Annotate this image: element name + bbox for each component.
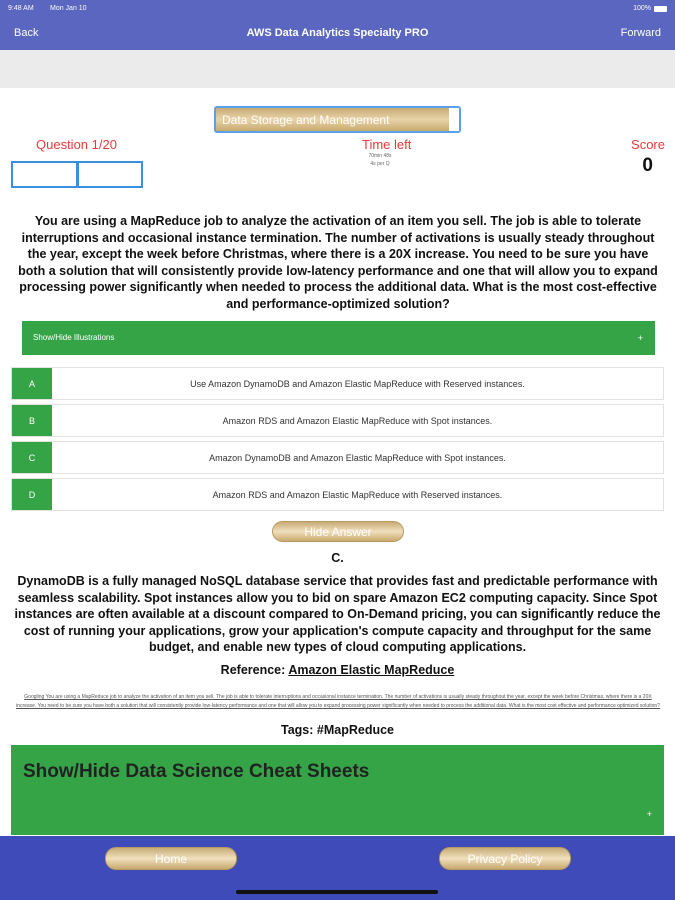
cheat-sheets-label: Show/Hide Data Science Cheat Sheets (23, 761, 370, 782)
option-letter: A (12, 368, 52, 399)
nav-bar (0, 0, 675, 50)
option-d[interactable] (11, 478, 664, 511)
hide-answer-button[interactable]: Hide Answer (272, 521, 404, 542)
progress-boxes (11, 161, 143, 188)
battery-icon (654, 6, 667, 12)
back-button[interactable]: Back (14, 27, 39, 39)
battery-text: 100% (633, 5, 651, 12)
explanation-text: DynamoDB is a fully managed NoSQL database service that provides fast and predictable performance with seamless scalability. Spot instances allow you to bid on spare Amazon EC2 computing capacity. Since Spot instances are often available at a discount compared to On-Demand pricing, you can significantly reduce the cost of running your applications, grow your application's compute capacity and throughput for the same budget, and enable new types of cloud computing applications. (14, 574, 661, 654)
category-select[interactable]: Data Storage and Management (214, 106, 461, 133)
option-text: Amazon DynamoDB and Amazon Elastic MapReduce with Spot instances. (209, 452, 506, 463)
option-c[interactable] (11, 441, 664, 474)
reference-link[interactable]: Amazon Elastic MapReduce (288, 663, 455, 677)
option-letter: B (12, 405, 52, 436)
option-text: Amazon RDS and Amazon Elastic MapReduce with Reserved instances. (212, 489, 503, 500)
time-per-question: 4s per Q (370, 161, 390, 167)
tags: Tags: #MapReduce (281, 723, 394, 737)
question-text: You are using a MapReduce job to analyze the activation of an item you sell. The job is able to tolerate interruptions and occasional instance termination. The number of activations is usually steady throughout the year, except the week before Christmas, where there is a 20X increase. You need to be sure you have both a solution that will consistently provide low-latency performance and one that will allow you to expand processing power significantly when needed to process the additional data. What is the most cost-effective and performance-optimized solution? (18, 214, 658, 311)
option-letter: C (12, 442, 52, 473)
home-indicator[interactable] (236, 890, 438, 894)
cheat-sheets-toggle[interactable] (11, 745, 664, 835)
forward-button[interactable]: Forward (620, 27, 661, 39)
home-button[interactable]: Home (105, 847, 237, 870)
score-label: Score (631, 137, 665, 152)
option-letter: D (12, 479, 52, 510)
status-date: Mon Jan 10 (50, 5, 87, 12)
google-search-link[interactable]: Googling You are using a MapReduce job to analyze the activation of an item you sell. The job is able to tolerate interruptions and occasional instance termination. The number of activations is usually steady throughout the year, except the week before Christmas, where there is a 20X increase. You need to be sure you have both a solution that will consistently provide low-latency performance and one that will allow you to expand processing power significantly when needed to process the additional data. What is the most cost effective and performance optimized solution? (16, 694, 660, 709)
toolbar-area (0, 50, 675, 88)
reference (0, 663, 675, 677)
plus-icon: + (646, 809, 652, 819)
status-time: 9:48 AM (8, 5, 34, 12)
option-a[interactable] (11, 367, 664, 400)
time-remaining: 70min 48s (368, 153, 392, 159)
time-left-label: Time left (362, 137, 412, 152)
score-value: 0 (642, 155, 653, 176)
reference-label: Reference: (220, 663, 286, 677)
answer-letter: C. (331, 551, 344, 565)
plus-icon: + (637, 333, 643, 343)
privacy-policy-button[interactable]: Privacy Policy (439, 847, 571, 870)
option-b[interactable] (11, 404, 664, 437)
illustrations-label: Show/Hide Illustrations (33, 333, 115, 342)
app-title: AWS Data Analytics Specialty PRO (246, 27, 429, 39)
option-text: Use Amazon DynamoDB and Amazon Elastic MapReduce with Reserved instances. (190, 378, 525, 389)
question-counter: Question 1/20 (36, 137, 117, 152)
illustrations-toggle[interactable] (22, 321, 655, 355)
option-text: Amazon RDS and Amazon Elastic MapReduce with Spot instances. (222, 415, 493, 426)
